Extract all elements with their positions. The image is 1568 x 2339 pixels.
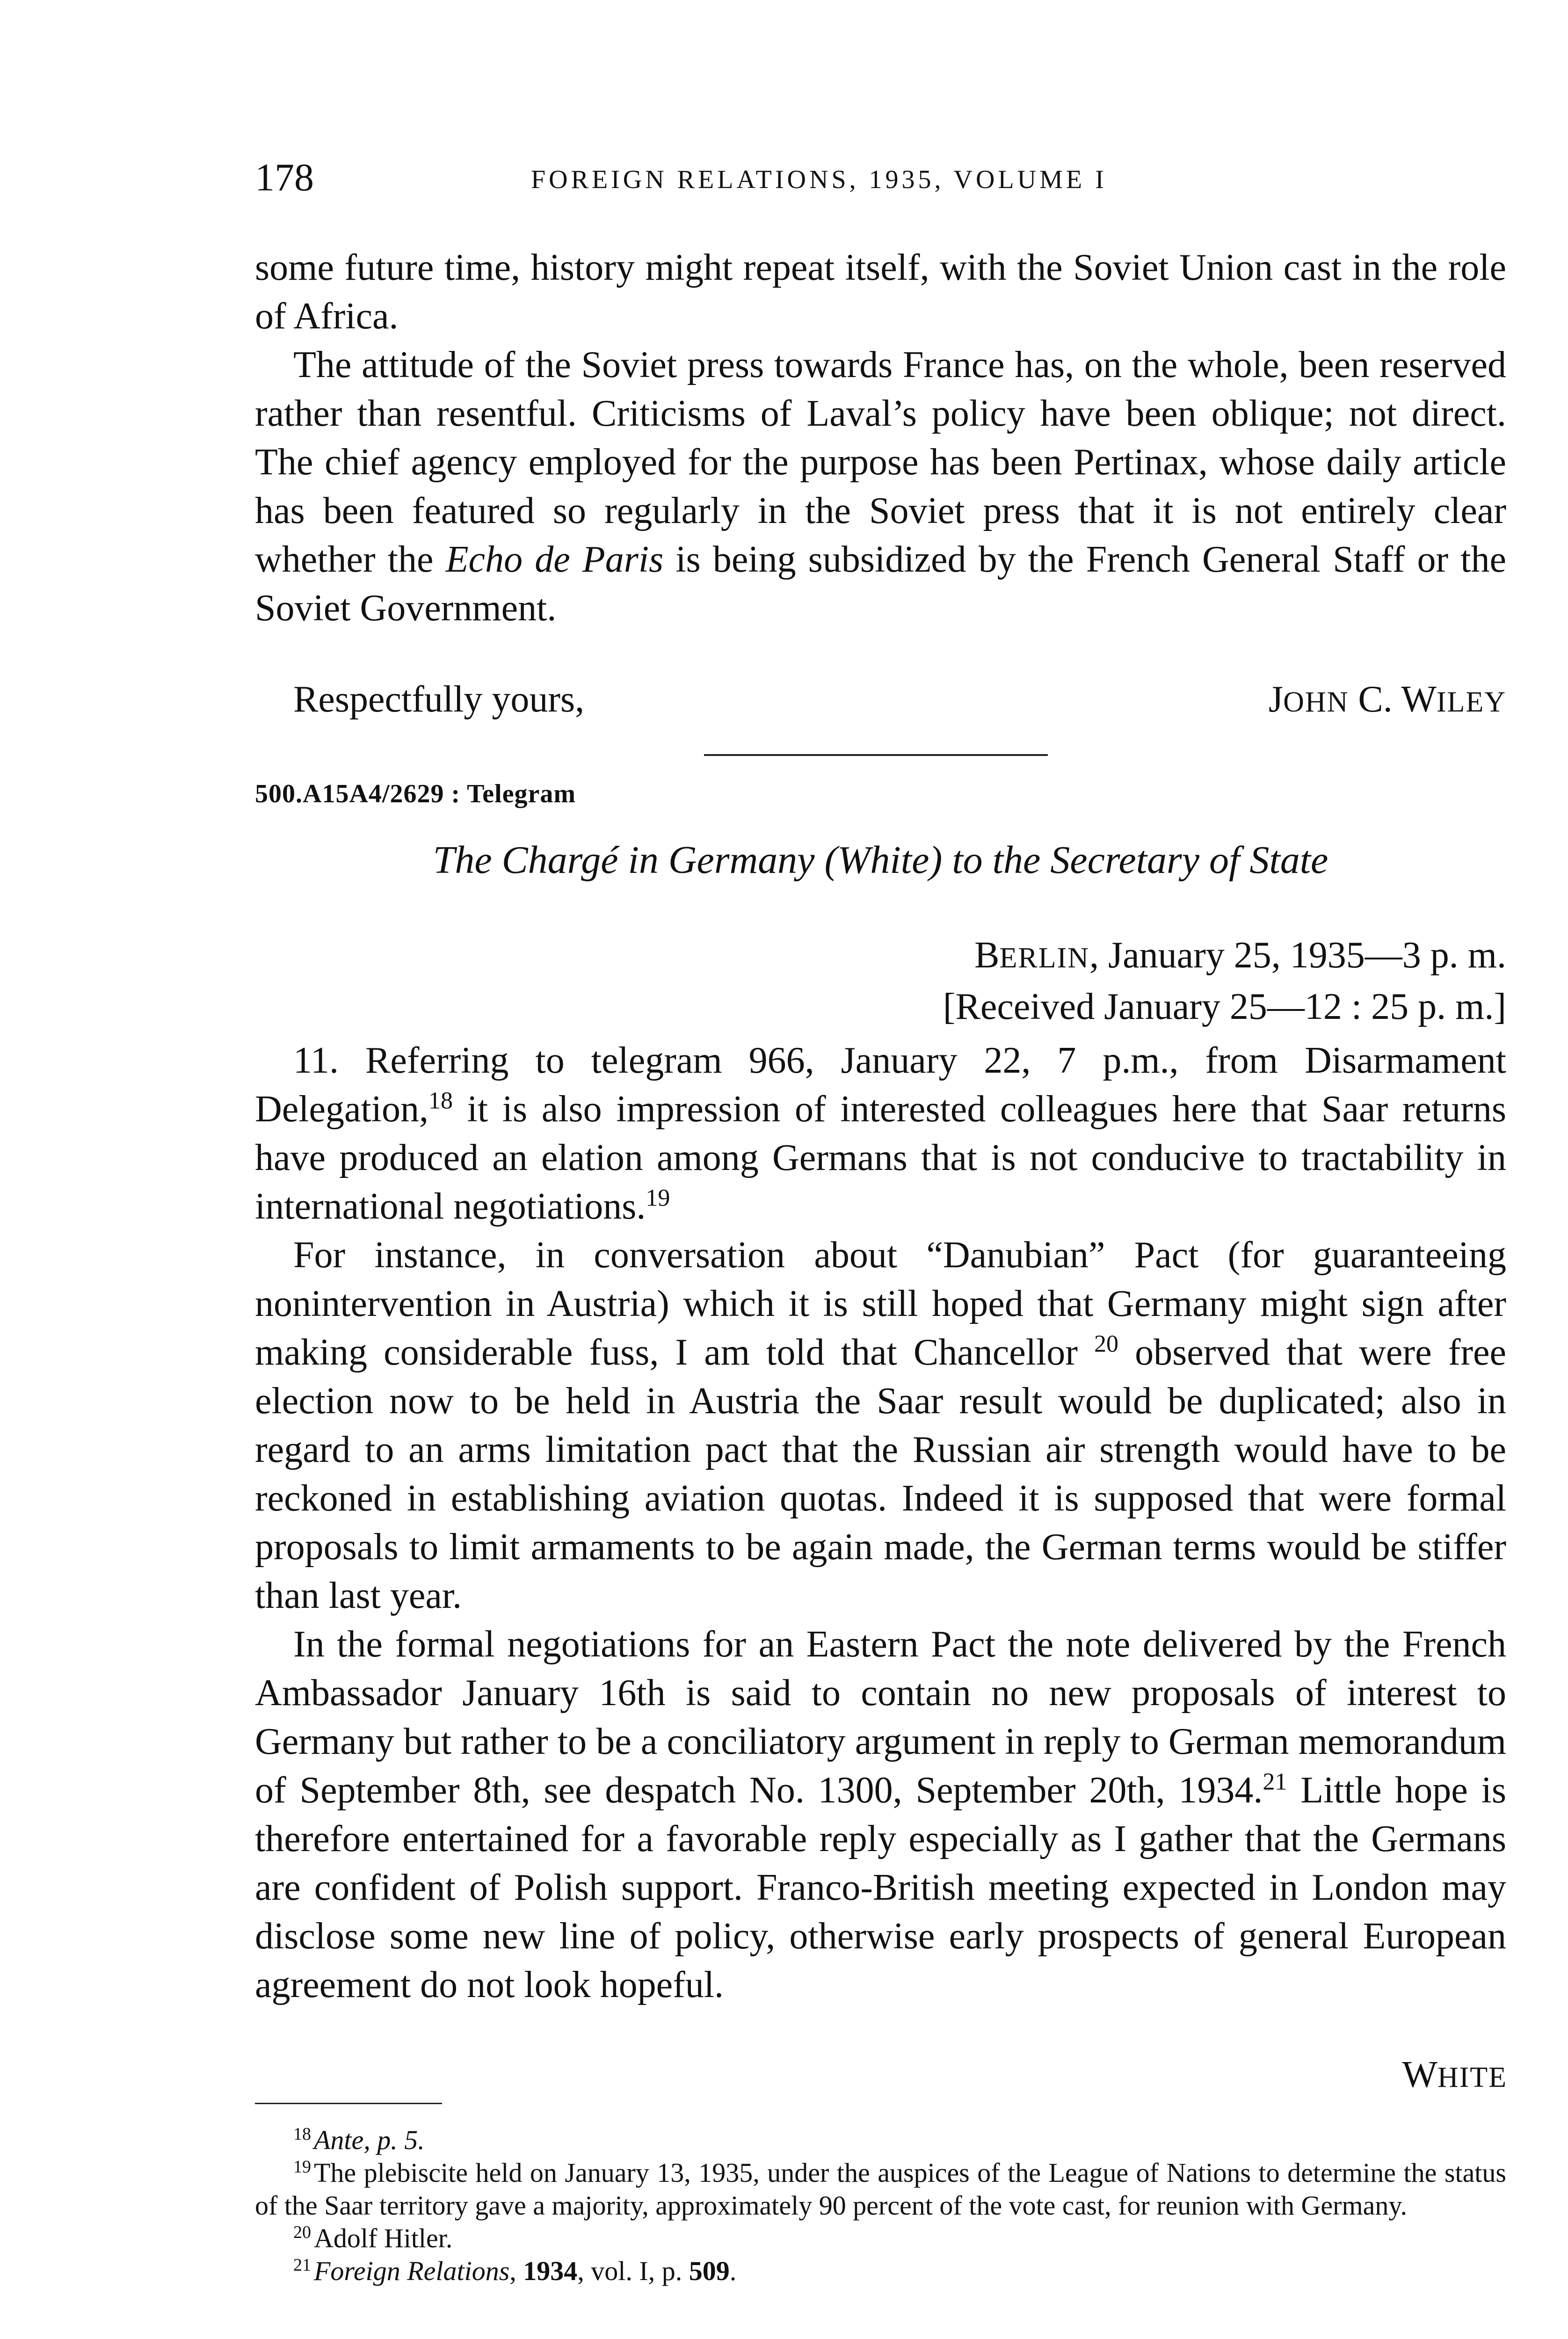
file-reference: 500.A15A4/2629 : Telegram	[255, 779, 576, 808]
telegram-body	[255, 1036, 1506, 2009]
paragraph-text: In the formal negotiations for an Eastern Pact the note delivered by the French Ambassador January 16th is said to contain no new proposals of interest to Germany but rather to be a conciliatory argument in reply to German memorandum of September 8th, see despatch No. 1300, September 20th, 1934.	[255, 1624, 1506, 1811]
letter-body	[255, 243, 1506, 632]
footnote-reference: 19	[646, 1184, 670, 1212]
paragraph-text: The attitude of the Soviet press towards France has, on the whole, been reserved rather than resentful. Criticisms of Laval’s policy have been oblique; not direct. The chief agency employed for the purpose has been Pertinax, whose daily article has been featured so regularly in the Soviet press that it is not entirely clear whether the	[255, 344, 1506, 580]
footnote	[255, 2124, 1506, 2157]
footnotes	[255, 2124, 1506, 2288]
signature-smallcaps: HITE	[1437, 2062, 1507, 2093]
signature-initial: J	[1268, 679, 1284, 720]
signature-smallcaps: OHN	[1283, 686, 1349, 718]
paragraph	[255, 341, 1506, 632]
telegram-signature	[1402, 2054, 1507, 2096]
footnote	[255, 2157, 1506, 2222]
footnote-reference: 21	[1263, 1768, 1287, 1795]
received-line: [Received January 25—12 : 25 p. m.]	[943, 986, 1506, 1027]
footnote-text: Ante, p. 5.	[314, 2125, 425, 2155]
place-date	[255, 931, 1506, 982]
paragraph-text: Little hope is therefore entertained for a favorable reply especially as I gather that the Germans are confident of Polish support. Franco-British meeting expected in London may disclose some new line of policy, otherwise early prospects of general European agreement do not look hopeful.	[255, 1770, 1506, 2005]
footnote-reference: 18	[428, 1087, 453, 1114]
footnote-number: 19	[293, 2157, 311, 2177]
running-title: FOREIGN RELATIONS, 1935, VOLUME I	[531, 165, 1107, 194]
section-divider	[704, 754, 1048, 756]
paragraph	[255, 243, 1506, 341]
page-number: 178	[255, 156, 314, 199]
date-text: , January 25, 1935—3 p. m.	[1089, 935, 1506, 976]
footnote-page: 509	[689, 2256, 730, 2286]
footnote-text: , vol. I, p.	[577, 2256, 689, 2286]
signature-initial: W	[1401, 679, 1437, 720]
paragraph-text: is being subsidized by the French General Staff or the Soviet Government.	[255, 539, 1507, 629]
footnote-text: .	[729, 2256, 737, 2286]
paragraph-text: observed that were free election now to be held in Austria the Saar result would be duplicated; also in regard to an arms limitation pact that the Russian air strength would have to be reckoned in establishing aviation quotas. Indeed it is supposed that were formal proposals to limit armaments to be again made, the German terms would be stiffer than last year.	[255, 1332, 1507, 1616]
dateline	[255, 931, 1506, 1031]
paragraph	[255, 1620, 1506, 2009]
letter-signature-row	[255, 678, 1506, 730]
footnote-year: 1934	[523, 2256, 578, 2286]
footnote-text: Adolf Hitler.	[314, 2223, 453, 2253]
paragraph-text: some future time, history might repeat itself, with the Soviet Union cast in the role of Africa.	[255, 247, 1506, 337]
place-smallcaps: ERLIN	[999, 942, 1089, 974]
paragraph-text: For instance, in conversation about “Danubian” Pact (for guaranteeing nonintervention in Austria) which it is still hoped that Germany might sign after making considerable fuss, I am told that Chancellor	[255, 1235, 1506, 1373]
footnote-divider	[255, 2103, 442, 2104]
document-title: The Chargé in Germany (White) to the Secretary of State	[433, 838, 1328, 882]
footnote-number: 18	[293, 2124, 311, 2144]
running-head	[255, 154, 1505, 206]
footnote	[255, 2222, 1506, 2255]
signature-initial: W	[1402, 2054, 1437, 2095]
newspaper-title: Echo de Paris	[445, 539, 664, 580]
paragraph-text: it is also impression of interested colleagues here that Saar returns have produced an elation among Germans that is not conducive to tractability in international negotiations.	[255, 1089, 1506, 1227]
footnote-text: The plebiscite held on January 13, 1935, under the auspices of the League of Nations to determine the status of the Saar territory gave a majority, approximately 90 percent of the vote cast, for reunion with Germany.	[255, 2157, 1506, 2221]
signature-smallcaps: ILEY	[1436, 686, 1506, 718]
paragraph	[255, 1231, 1506, 1620]
paragraph-text: 11. Referring to telegram 966, January 22, 7 p.m., from Disarmament Delegation,	[255, 1040, 1506, 1130]
paragraph	[255, 1036, 1506, 1231]
closing: Respectfully yours,	[293, 679, 585, 720]
footnote	[255, 2255, 1506, 2288]
place-initial: B	[974, 935, 1000, 976]
footnote-text: ,	[509, 2256, 523, 2286]
footnote-number: 20	[293, 2222, 311, 2242]
signature-middle: C.	[1349, 679, 1401, 720]
signature	[1269, 678, 1506, 721]
footnote-reference: 20	[1094, 1330, 1118, 1358]
footnote-source-title: Foreign Relations	[314, 2256, 510, 2286]
footnote-number: 21	[293, 2255, 311, 2275]
